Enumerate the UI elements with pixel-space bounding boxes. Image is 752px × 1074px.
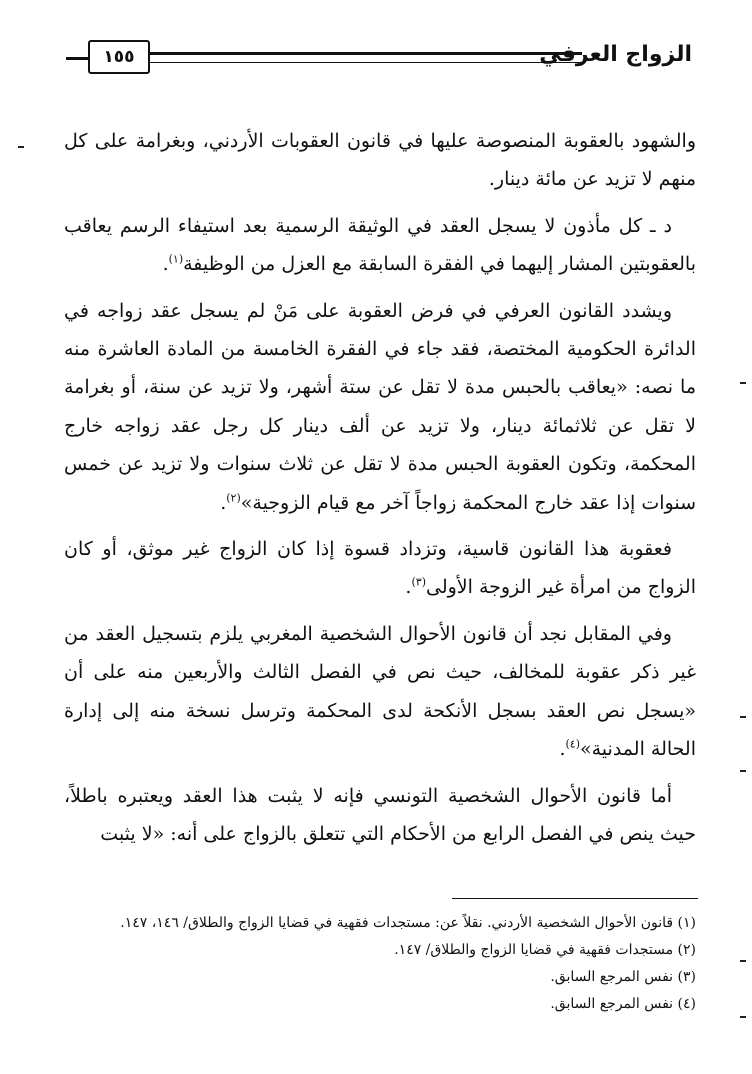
- page-header: [66, 40, 692, 80]
- footnote-ref: (١): [168, 252, 184, 266]
- paragraph-text: فعقوبة هذا القانون قاسية، وتزداد قسوة إذا كان الزواج غير موثق، أو كان الزواج من امرأة غير الزوجة الأولى: [64, 538, 696, 599]
- header-rule-tail: [66, 57, 88, 60]
- footnote: (٢) مستجدات فقهية في قضايا الزواج والطلاق/ ١٤٧.: [394, 942, 696, 958]
- paragraph-text: د ـ كل مأذون لا يسجل العقد في الوثيقة الرسمية بعد استيفاء الرسم يعاقب بالعقوبتين المشار إليهما في الفقرة السابقة مع العزل من الوظيفة: [64, 214, 696, 276]
- header-rule: [136, 52, 582, 63]
- footnote: (٤) نفس المرجع السابق.: [550, 996, 696, 1012]
- margin-tick: [740, 960, 746, 962]
- footnote-ref: (٣): [411, 576, 426, 590]
- paragraph: فعقوبة هذا القانون قاسية، وتزداد قسوة إذا كان الزواج غير موثق، أو كان الزواج من امرأة غير الزوجة الأولى$^{(٣)}$.: [64, 538, 696, 599]
- main-text: [64, 122, 696, 861]
- paragraph: د ـ كل مأذون لا يسجل العقد في الوثيقة الرسمية بعد استيفاء الرسم يعاقب بالعقوبتين المشار إليهما في الفقرة السابقة مع العزل من الوظيفة$^{(١)}$.: [64, 214, 696, 276]
- footnote-ref: (٢): [226, 491, 241, 505]
- footnote: (٣) نفس المرجع السابق.: [550, 969, 696, 985]
- margin-tick: [740, 382, 746, 384]
- paragraph-text: وفي المقابل نجد أن قانون الأحوال الشخصية المغربي يلزم بتسجيل العقد من غير ذكر عقوبة للمخالف، حيث نص في الفصل الثالث والأربعين منه على أن «يسجل نص العقد بسجل الأنكحة لدى المحكمة وترسل نسخة منه إلى إدارة الحالة المدنية»: [64, 622, 696, 761]
- margin-tick: [18, 146, 24, 148]
- footnotes: [64, 910, 696, 1018]
- paragraph-text: أما قانون الأحوال الشخصية التونسي فإنه لا يثبت هذا العقد ويعتبره باطلاً، حيث ينص في الفصل الرابع من الأحكام التي تتعلق بالزواج على أنه: «لا يثبت: [64, 784, 696, 845]
- paragraph: [64, 122, 696, 199]
- footnote: (١) قانون الأحوال الشخصية الأردني. نقلاً عن: مستجدات فقهية في قضايا الزواج والطلاق/ ١٤٦، ١٤٧.: [120, 915, 696, 931]
- paragraph-text: ويشدد القانون العرفي في فرض العقوبة على مَنْ لم يسجل عقد زواجه في الدائرة الحكومية المختصة، فقد جاء في الفقرة الخامسة من المادة العاشرة منه ما نصه: «يعاقب بالحبس مدة لا تقل عن ستة أشهر، ولا تزيد عن سنة، أو بغرامة لا تقل عن ثلاثمائة دينار، ولا تزيد عن ألف دينار كل رجل عقد زواجه خارج المحكمة، وتكون العقوبة الحبس مدة لا تقل عن ثلاث سنوات ولا تزيد عن خمس سنوات إذا عقد خارج المحكمة زواجاً آخر مع قيام الزوجية»: [64, 299, 696, 514]
- footnote-separator: [452, 898, 698, 899]
- paragraph-text: والشهود بالعقوبة المنصوصة عليها في قانون العقوبات الأردني، وبغرامة على كل منهم لا تزيد عن مائة دينار.: [64, 130, 696, 191]
- margin-tick: [740, 770, 746, 772]
- footnote-ref: (٤): [565, 737, 580, 751]
- page-number: ١٥٥: [88, 40, 150, 74]
- margin-tick: [740, 716, 746, 718]
- margin-tick: [740, 1016, 746, 1018]
- running-title: الزواج العرفي: [539, 42, 692, 67]
- paragraph: ويشدد القانون العرفي في فرض العقوبة على مَنْ لم يسجل عقد زواجه في الدائرة الحكومية المختصة، فقد جاء في الفقرة الخامسة من المادة العاشرة منه ما نصه: «يعاقب بالحبس مدة لا تقل عن ستة أشهر، ولا تزيد عن سنة، أو بغرامة لا تقل عن ثلاثمائة دينار، ولا تزيد عن ألف دينار كل رجل عقد زواجه خارج المحكمة، وتكون العقوبة الحبس مدة لا تقل عن ثلاث سنوات ولا تزيد عن خمس سنوات إذا عقد خارج المحكمة زواجاً آخر مع قيام الزوجية»$^{(٢)}$.: [64, 299, 696, 514]
- paragraph: [64, 777, 696, 854]
- paragraph: وفي المقابل نجد أن قانون الأحوال الشخصية المغربي يلزم بتسجيل العقد من غير ذكر عقوبة للمخالف، حيث نص في الفصل الثالث والأربعين منه على أن «يسجل نص العقد بسجل الأنكحة لدى المحكمة وترسل نسخة منه إلى إدارة الحالة المدنية»$^{(٤)}$.: [64, 622, 696, 761]
